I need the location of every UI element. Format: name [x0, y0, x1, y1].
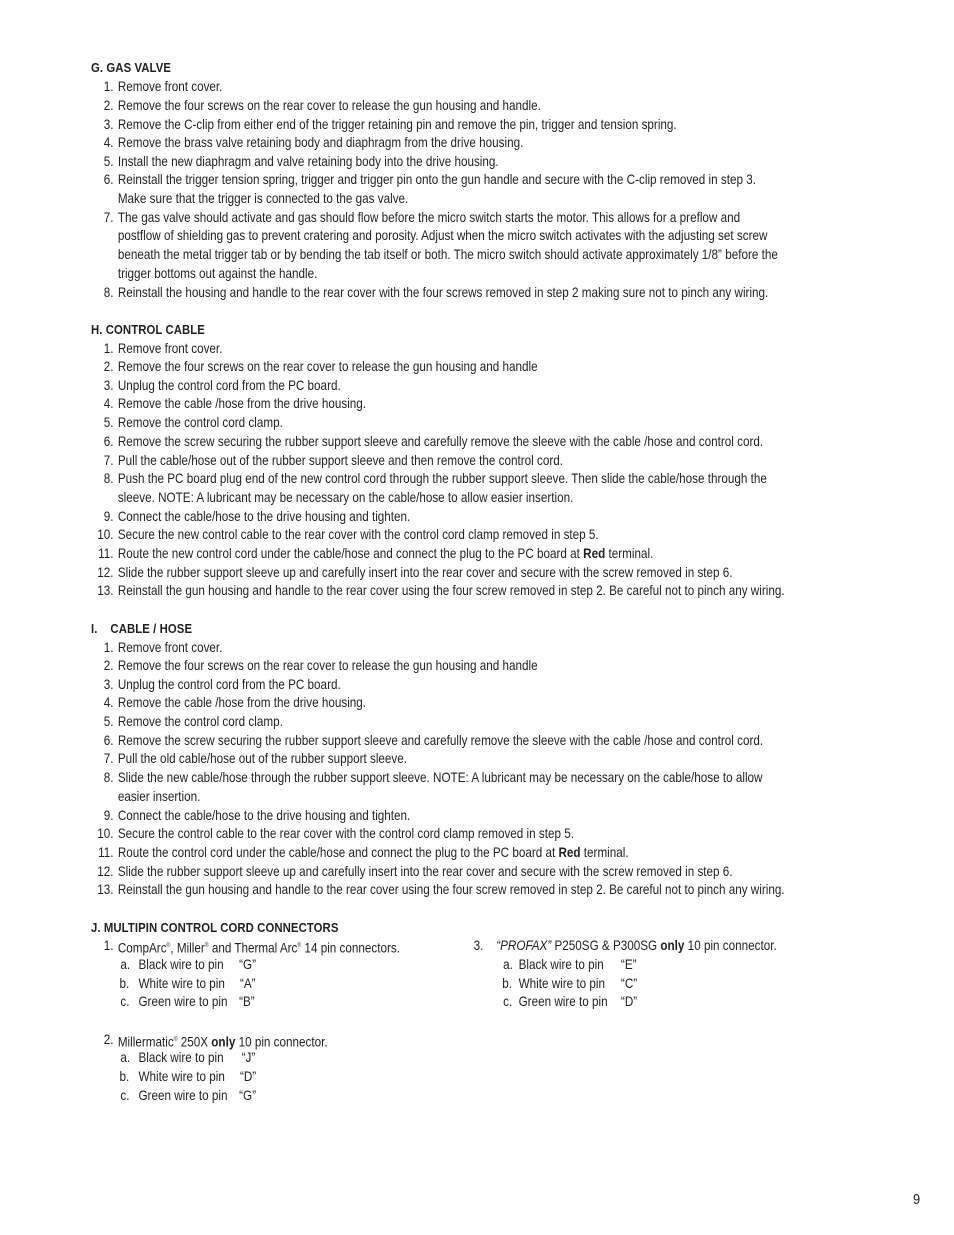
red-terminal-label: Red — [583, 546, 606, 561]
registered-mark: ® — [297, 943, 302, 949]
item-text: Remove the four screws on the rear cover to release the gun housing and handle. — [117, 98, 541, 113]
item-text: CompArc®, Miller® and Thermal Arc® 14 pin connectors. — [117, 940, 400, 956]
item-number: 1. — [103, 938, 114, 953]
item-text: The gas valve should activate and gas should flow before the micro switch starts the motor. This allows for a preflow and — [117, 210, 741, 225]
item-text: Slide the rubber support sleeve up and carefully insert into the rear cover and secure with the screw removed in step 6. — [117, 864, 733, 879]
pin-value: “C” — [620, 976, 638, 991]
item-text: Remove the screw securing the rubber support sleeve and carefully remove the sleeve with the cable /hose and control cord. — [117, 434, 764, 449]
item-number: 9. — [103, 808, 114, 823]
item-text: Remove the four screws on the rear cover to release the gun housing and handle — [117, 359, 538, 374]
item-text: Unplug the control cord from the PC board. — [117, 378, 341, 393]
item-number: 4. — [103, 695, 114, 710]
item-number: 7. — [103, 453, 114, 468]
item-text — [118, 545, 654, 563]
item-number: 6. — [103, 172, 114, 187]
item-text: Millermatic® 250X only 10 pin connector. — [117, 1034, 328, 1050]
pin-value: “D” — [239, 1069, 257, 1084]
registered-mark: ® — [173, 1037, 178, 1043]
section-g-title: G. GAS VALVE — [91, 60, 172, 75]
item-number: 5. — [103, 714, 114, 729]
item-number: 3. — [103, 378, 114, 393]
item-text — [118, 844, 629, 862]
item-text: easier insertion. — [117, 789, 201, 804]
item-text: Remove front cover. — [117, 79, 223, 94]
item-text: Make sure that the trigger is connected to the gas valve. — [117, 191, 409, 206]
item-text: Pull the cable/hose out of the rubber support sleeve and then remove the control cord. — [117, 453, 563, 468]
item-text: Push the PC board plug end of the new control cord through the rubber support sleeve. Then slide the cable/hose through the — [117, 471, 767, 486]
section-j-title: J. MULTIPIN CONTROL CORD CONNECTORS — [91, 920, 339, 935]
item-number: 10. — [97, 826, 114, 841]
item-text: Reinstall the trigger tension spring, trigger and trigger pin onto the gun handle and secure with the C-clip removed in step 3. — [117, 172, 756, 187]
item-number: 13. — [97, 583, 114, 598]
item-number: 1. — [103, 341, 114, 356]
pin-value: “J” — [241, 1050, 256, 1065]
item-text: Remove the control cord clamp. — [117, 415, 283, 430]
item-text: Remove the brass valve retaining body and diaphragm from the drive housing. — [117, 135, 524, 150]
item-number: 10. — [97, 527, 114, 542]
item-text: Remove the four screws on the rear cover to release the gun housing and handle — [117, 658, 538, 673]
item-number: 3. — [103, 677, 114, 692]
item-text: Slide the new cable/hose through the rubber support sleeve. NOTE: A lubricant may be necessary on the cable/hose to allow — [117, 770, 763, 785]
registered-mark: ® — [166, 943, 171, 949]
item-number: 11. — [98, 845, 114, 860]
registered-mark: ® — [204, 943, 209, 949]
item-text: Remove front cover. — [117, 640, 223, 655]
item-number: 7. — [103, 751, 114, 766]
item-text: Connect the cable/hose to the drive housing and tighten. — [117, 808, 411, 823]
item-number: 13. — [97, 882, 114, 897]
item-number: 8. — [103, 471, 114, 486]
pin-value: “B” — [239, 994, 255, 1009]
item-number: 5. — [103, 154, 114, 169]
item-number: 3. — [103, 117, 114, 132]
item-number: 12. — [97, 864, 114, 879]
pin-value: “G” — [239, 1088, 256, 1103]
item-number: 7. — [103, 210, 114, 225]
item-text: Unplug the control cord from the PC board. — [117, 677, 341, 692]
item-text: Secure the new control cable to the rear cover with the control cord clamp removed in step 5. — [117, 527, 599, 542]
red-terminal-label: Red — [558, 845, 581, 860]
item-text: Remove front cover. — [117, 341, 223, 356]
item-text: Remove the screw securing the rubber support sleeve and carefully remove the sleeve with the cable /hose and control cord. — [117, 733, 764, 748]
item-number: 1. — [103, 79, 114, 94]
item-text: sleeve. NOTE: A lubricant may be necessary on the cable/hose to allow easier insertion. — [117, 490, 574, 505]
pin-value: “G” — [239, 957, 256, 972]
item-number: 3. — [473, 938, 484, 953]
item-number: 2. — [103, 658, 114, 673]
item-number: 4. — [103, 135, 114, 150]
item-text: Install the new diaphragm and valve retaining body into the drive housing. — [117, 154, 499, 169]
item-number: 8. — [103, 770, 114, 785]
item-number: 1. — [103, 640, 114, 655]
page-number: 9 — [913, 1191, 921, 1208]
item-number: 4. — [103, 396, 114, 411]
item-text: Reinstall the gun housing and handle to the rear cover using the four screw removed in step 2. Be careful not to pinch any wiring. — [117, 882, 785, 897]
item-number: 2. — [103, 98, 114, 113]
item-text: trigger bottoms out against the handle. — [117, 266, 318, 281]
item-text: Remove the C-clip from either end of the trigger retaining pin and remove the pin, trigger and tension spring. — [117, 117, 677, 132]
item-text-end: terminal. — [605, 546, 654, 561]
item-number: 6. — [103, 733, 114, 748]
item-number: 8. — [103, 285, 114, 300]
item-text: Slide the rubber support sleeve up and carefully insert into the rear cover and secure with the screw removed in step 6. — [117, 565, 733, 580]
item-text-end: terminal. — [580, 845, 629, 860]
item-text: Remove the cable /hose from the drive housing. — [117, 396, 367, 411]
item-text: Reinstall the gun housing and handle to the rear cover using the four screw removed in step 2. Be careful not to pinch any wiring. — [117, 583, 785, 598]
item-text: Connect the cable/hose to the drive housing and tighten. — [117, 509, 411, 524]
item-text: beneath the metal trigger tab or by bending the tab itself or both. The micro switch should activate approximately 1/8” before the — [117, 247, 778, 262]
item-number: 2. — [103, 359, 114, 374]
item-text: Pull the old cable/hose out of the rubber support sleeve. — [117, 751, 408, 766]
item-number: 5. — [103, 415, 114, 430]
pin-value: “E” — [620, 957, 637, 972]
pin-value: “A” — [239, 976, 256, 991]
item-number: 9. — [103, 509, 114, 524]
item-text: “PROFAX” P250SG & P300SG only 10 pin connector. — [496, 938, 777, 953]
item-number: 2. — [103, 1032, 114, 1047]
item-text-start: Route the new control cord under the cable/hose and connect the plug to the PC board at — [117, 546, 584, 561]
pin-value: “D” — [620, 994, 638, 1009]
item-text: Remove the cable /hose from the drive housing. — [117, 695, 367, 710]
item-text: Secure the control cable to the rear cover with the control cord clamp removed in step 5. — [117, 826, 574, 841]
section-i-title: I. CABLE / HOSE — [91, 621, 193, 636]
item-number: 12. — [97, 565, 114, 580]
item-number: 11. — [98, 546, 114, 561]
item-text: Remove the control cord clamp. — [117, 714, 283, 729]
item-number: 6. — [103, 434, 114, 449]
item-text: postflow of shielding gas to prevent cratering and porosity. Adjust when the micro switch activates with the adjusting set screw — [117, 228, 768, 243]
item-text: Reinstall the housing and handle to the rear cover with the four screws removed in step 2 making sure not to pinch any wiring. — [117, 285, 769, 300]
section-h-title: H. CONTROL CABLE — [91, 322, 205, 337]
item-text-start: Route the control cord under the cable/hose and connect the plug to the PC board at — [117, 845, 559, 860]
